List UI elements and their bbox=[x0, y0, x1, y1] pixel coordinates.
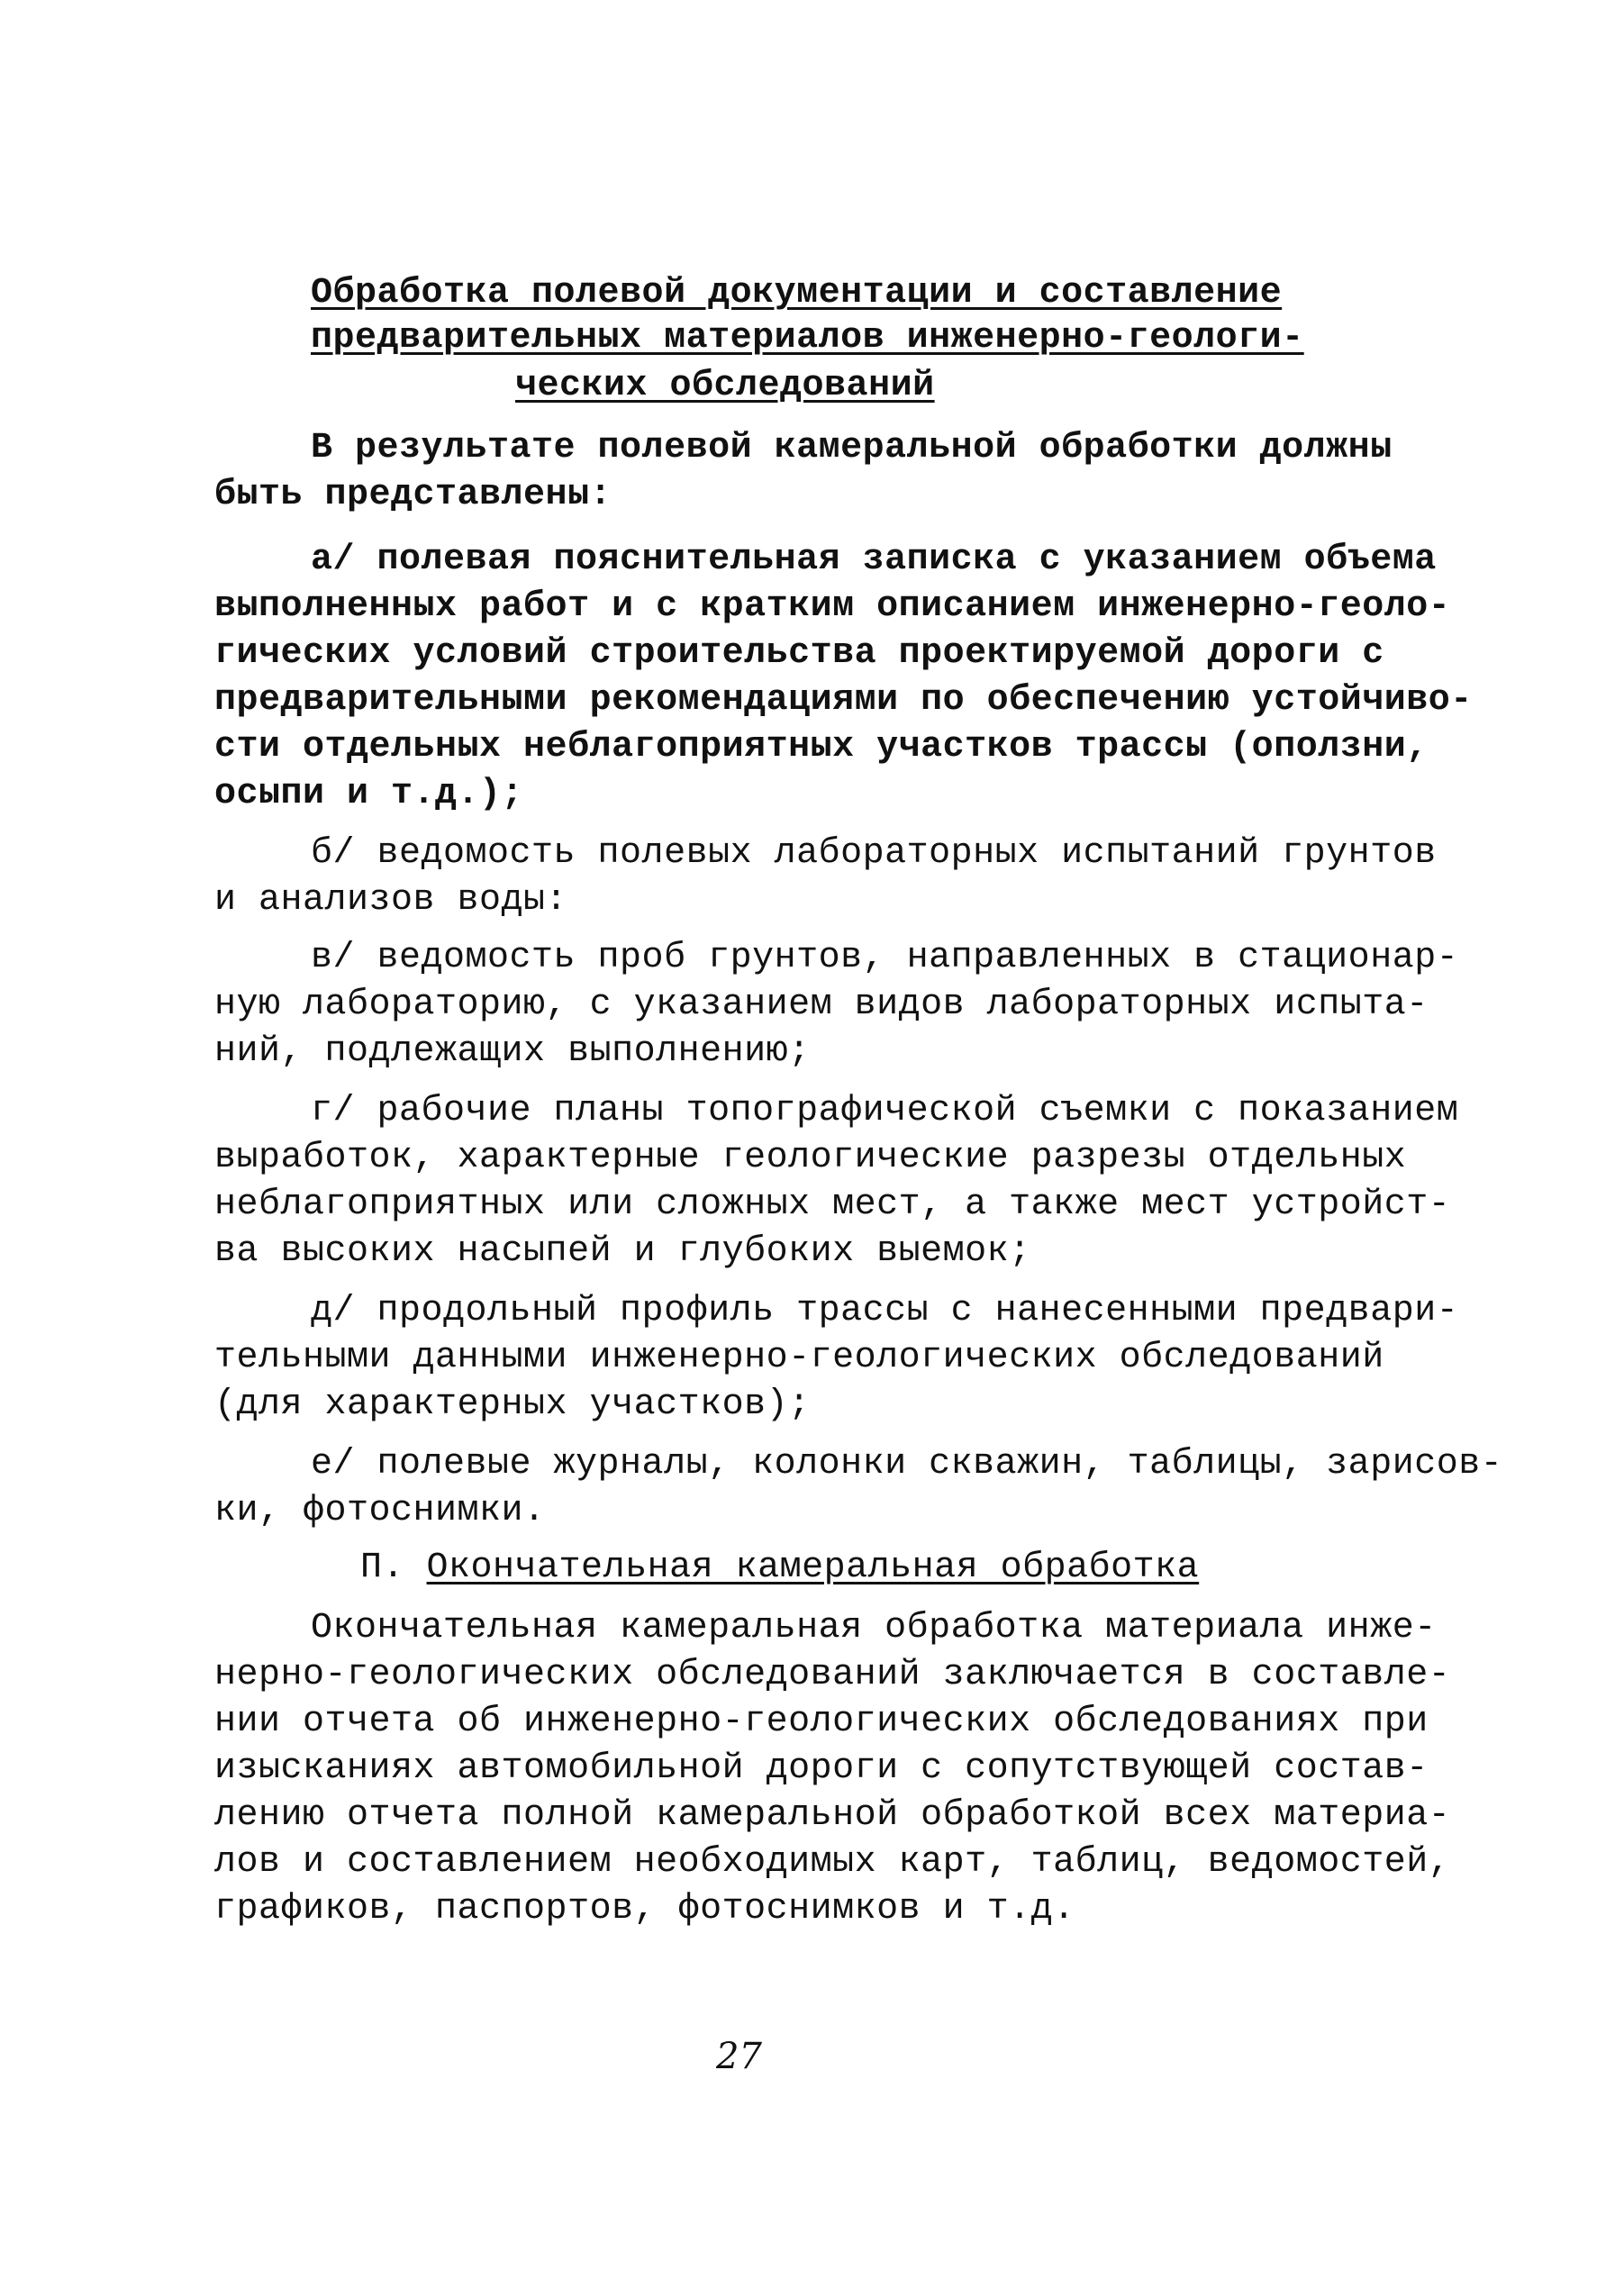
text-line: быть представлены: bbox=[214, 475, 612, 515]
text-line: лов и составлением необходимых карт, таблиц, ведомостей, bbox=[214, 1842, 1451, 1883]
section-2-heading bbox=[360, 1545, 1199, 1592]
heading-line bbox=[311, 270, 1282, 317]
text-line: графиков, паспортов, фотоснимков и т.д. bbox=[214, 1889, 1075, 1929]
text-line: нерно-геологических обследований заключается в составле- bbox=[214, 1655, 1451, 1695]
text-line: Окончательная камеральная обработка материала инже- bbox=[311, 1608, 1437, 1648]
text-line: а/ полевая пояснительная записка с указанием объема bbox=[311, 540, 1437, 580]
text-line: предварительными рекомендациями по обеспечению устойчиво- bbox=[214, 680, 1473, 721]
text-line: сти отдельных неблагоприятных участков трассы (оползни, bbox=[214, 727, 1429, 767]
page-number: 27 bbox=[716, 2036, 762, 2077]
text-line: выполненных работ и с кратким описанием инженерно-геоло- bbox=[214, 586, 1451, 627]
text-line: и анализов воды: bbox=[214, 880, 568, 921]
text-line: изысканиях автомобильной дороги с сопутствующей состав- bbox=[214, 1748, 1429, 1789]
section-title: Окончательная камеральная обработка bbox=[426, 1548, 1200, 1588]
text-line: ки, фотоснимки. bbox=[214, 1491, 546, 1531]
heading-line bbox=[311, 315, 1304, 362]
text-line: лению отчета полной камеральной обработкой всех материа- bbox=[214, 1795, 1451, 1836]
text-line: неблагоприятных или сложных мест, а также мест устройст- bbox=[214, 1185, 1451, 1225]
text-line: нии отчета об инженерно-геологических обследованиях при bbox=[214, 1702, 1429, 1742]
heading-text: Обработка полевой документации и составление bbox=[311, 273, 1283, 313]
text-line: в/ ведомость проб грунтов, направленных в стационар- bbox=[311, 938, 1459, 978]
text-line: ную лабораторию, с указанием видов лабораторных испыта- bbox=[214, 985, 1429, 1025]
heading-text: предварительных материалов инженерно-геологи- bbox=[311, 318, 1304, 359]
text-line: выработок, характерные геологические разрезы отдельных bbox=[214, 1138, 1407, 1178]
text-line: ний, подлежащих выполнению; bbox=[214, 1031, 811, 1072]
text-line: б/ ведомость полевых лабораторных испытаний грунтов bbox=[311, 833, 1437, 874]
text-line: В результате полевой камеральной обработки должны bbox=[311, 428, 1393, 468]
text-line: гических условий строительства проектируемой дороги с bbox=[214, 633, 1384, 674]
heading-text: ческих обследований bbox=[515, 366, 935, 406]
text-line: ва высоких насыпей и глубоких выемок; bbox=[214, 1231, 1031, 1272]
section-number: П. bbox=[360, 1548, 405, 1588]
text-line: д/ продольный профиль трассы с нанесенными предвари- bbox=[311, 1291, 1459, 1331]
text-line: (для характерных участков); bbox=[214, 1385, 811, 1425]
heading-line bbox=[515, 363, 935, 410]
text-line: е/ полевые журналы, колонки скважин, таблицы, зарисов- bbox=[311, 1444, 1503, 1485]
text-line: г/ рабочие планы топографической съемки с показанием bbox=[311, 1091, 1459, 1131]
text-line: осыпи и т.д.); bbox=[214, 774, 524, 814]
text-line: тельными данными инженерно-геологических обследований bbox=[214, 1338, 1384, 1378]
